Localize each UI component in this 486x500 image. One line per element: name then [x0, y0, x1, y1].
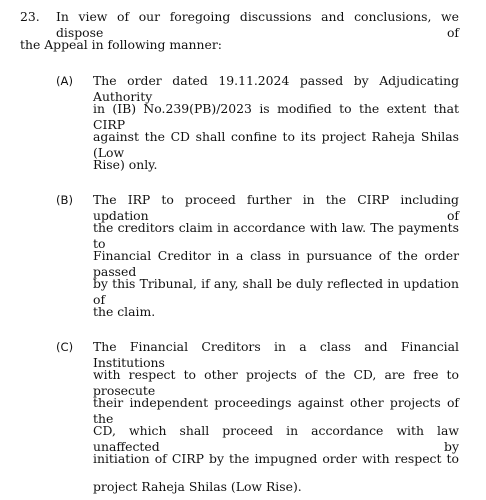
item-b-line-5: the claim. [93, 304, 156, 319]
paragraph-number: 23. [20, 9, 40, 24]
item-b-line-1: The IRP to proceed further in the CIRP including updation of [93, 192, 459, 223]
item-c-line-5: initiation of CIRP by the impugned order with respect to [93, 451, 459, 466]
paragraph-intro-line-1: In view of our foregoing discussions and conclusions, we dispose of [56, 9, 459, 40]
item-b-line-2: the creditors claim in accordance with law. The payments to [93, 220, 459, 251]
item-a-line-2: in (IB) No.239(PB)/2023 is modified to the extent that CIRP [93, 101, 459, 132]
item-label-b: (B) [56, 193, 74, 207]
item-label-c: (C) [56, 340, 74, 354]
item-a-line-1: The order dated 19.11.2024 passed by Adjudicating Authority [93, 73, 459, 104]
item-a-line-3: against the CD shall confine to its project Raheja Shilas (Low [93, 129, 459, 160]
item-c-line-6: project Raheja Shilas (Low Rise). [93, 479, 302, 494]
item-c-line-2: with respect to other projects of the CD, are free to prosecute [93, 367, 459, 398]
item-a-line-4: Rise) only. [93, 157, 158, 172]
paragraph-intro-line-2: the Appeal in following manner: [20, 37, 222, 52]
item-label-a: (A) [56, 74, 73, 88]
item-c-line-4: CD, which shall proceed in accordance with law unaffected by [93, 423, 459, 454]
item-c-line-3: their independent proceedings against other projects of the [93, 395, 459, 426]
item-b-line-3: Financial Creditor in a class in pursuance of the order passed [93, 248, 459, 279]
item-c-line-1: The Financial Creditors in a class and Financial Institutions [93, 339, 459, 370]
item-b-line-4: by this Tribunal, if any, shall be duly reflected in updation of [93, 276, 459, 307]
